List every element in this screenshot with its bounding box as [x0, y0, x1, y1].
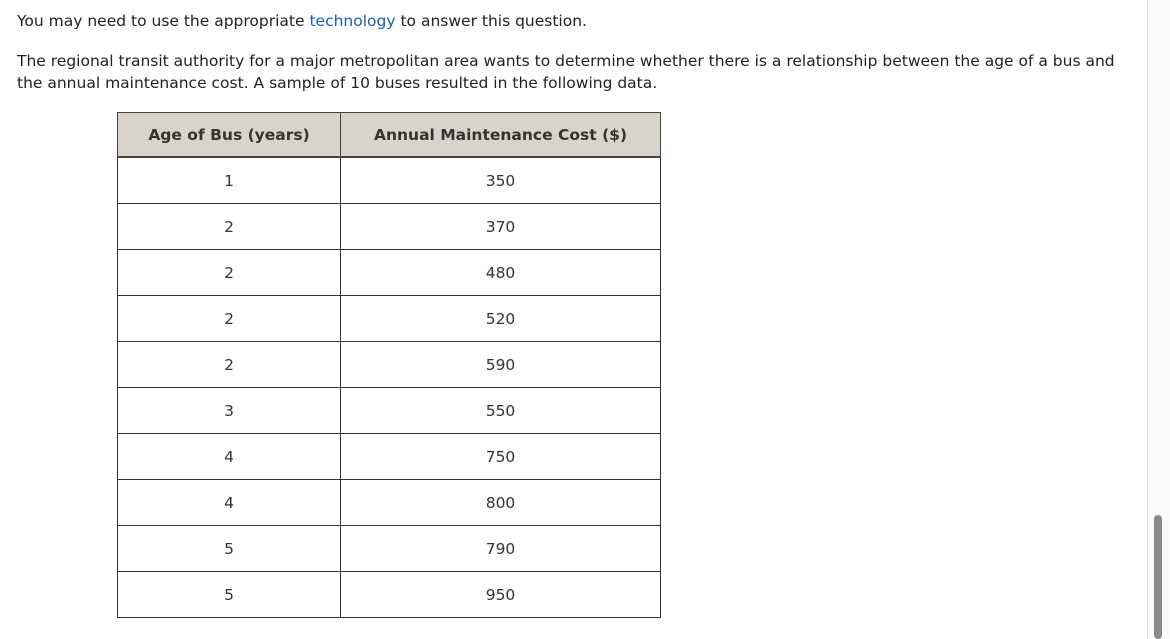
age-cell: 4	[118, 434, 341, 480]
cost-cell: 370	[341, 204, 661, 250]
scrollbar-thumb[interactable]	[1154, 515, 1162, 639]
age-cell: 5	[118, 526, 341, 572]
question-text: The regional transit authority for a major metropolitan area wants to determine whether there is a relationship between the age of a bus and the annual maintenance cost. A sample of 10 buses resulted in the following data.	[17, 52, 1115, 92]
cost-cell: 480	[341, 250, 661, 296]
table-row	[118, 204, 661, 250]
cost-cell: 950	[341, 572, 661, 618]
age-cell: 2	[118, 204, 341, 250]
cost-cell: 550	[341, 388, 661, 434]
age-cell: 1	[118, 157, 341, 204]
age-cell: 2	[118, 296, 341, 342]
cost-cell: 520	[341, 296, 661, 342]
intro-text-after: to answer this question.	[395, 12, 587, 30]
age-cell: 5	[118, 572, 341, 618]
table-row	[118, 157, 661, 204]
table-row	[118, 296, 661, 342]
cost-cell: 800	[341, 480, 661, 526]
age-cell: 2	[118, 342, 341, 388]
age-cell: 2	[118, 250, 341, 296]
table-row	[118, 250, 661, 296]
age-cell: 4	[118, 480, 341, 526]
table-row	[118, 388, 661, 434]
table-row	[118, 480, 661, 526]
technology-link[interactable]: technology	[309, 12, 396, 30]
header-cost: Annual Maintenance Cost ($)	[341, 113, 661, 158]
cost-cell: 350	[341, 157, 661, 204]
age-cell: 3	[118, 388, 341, 434]
table-row	[118, 342, 661, 388]
cost-cell: 750	[341, 434, 661, 480]
intro-text-before: You may need to use the appropriate	[17, 12, 310, 30]
cost-cell: 590	[341, 342, 661, 388]
cost-cell: 790	[341, 526, 661, 572]
data-table	[117, 112, 661, 618]
table-row	[118, 572, 661, 618]
vertical-scrollbar[interactable]	[1147, 0, 1170, 639]
intro-text	[17, 10, 587, 32]
header-age: Age of Bus (years)	[118, 113, 341, 158]
table-row	[118, 434, 661, 480]
table-row	[118, 526, 661, 572]
table-header-row	[118, 113, 661, 158]
